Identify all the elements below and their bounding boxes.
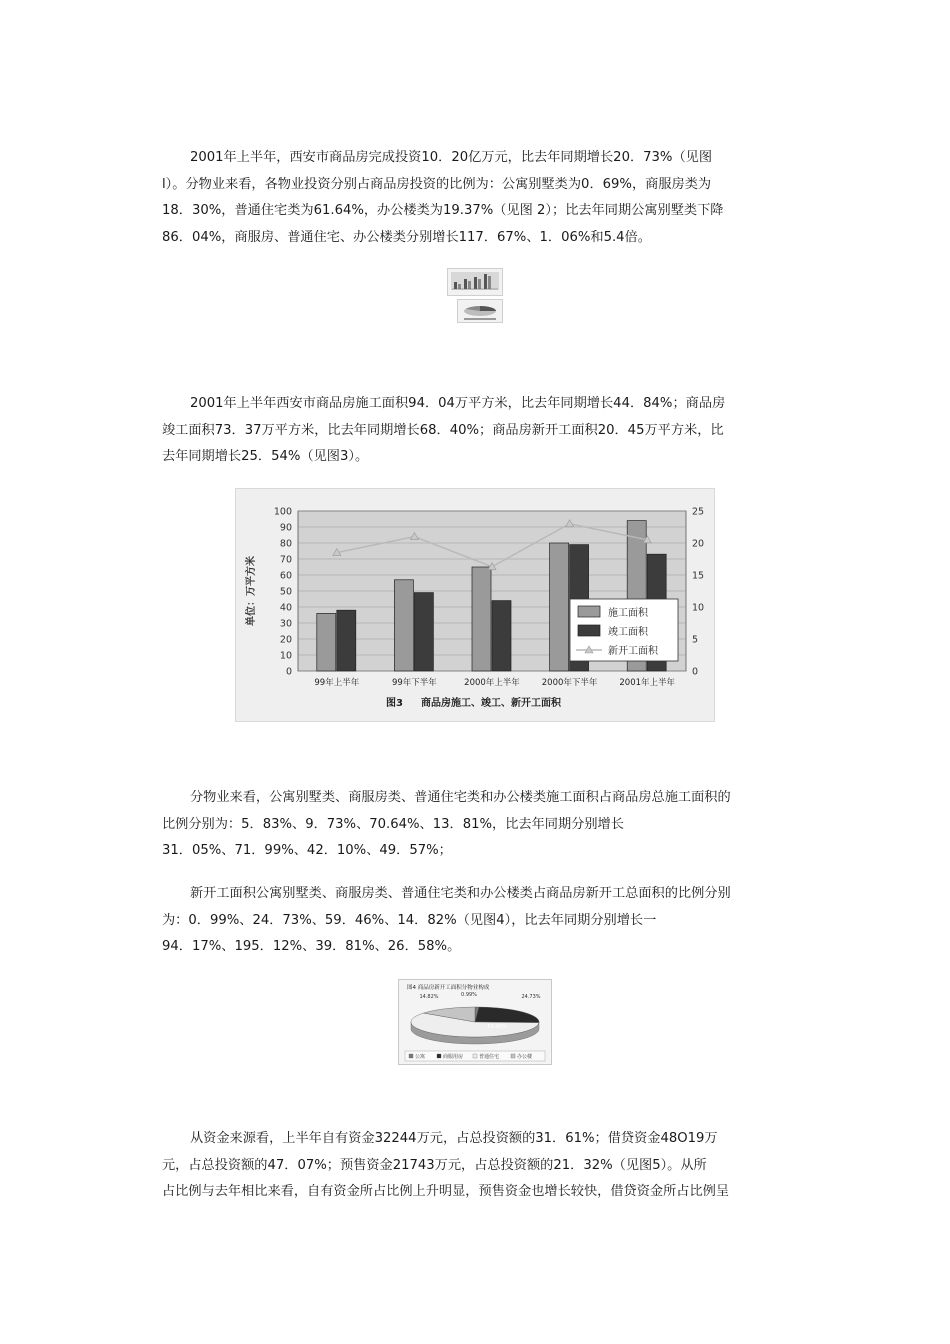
text-line: 为：0．99%、24．73%、59．46%、14．82%（见图4），比去年同期分别增长一 — [162, 912, 657, 928]
y2-tick-label: 10 — [692, 602, 705, 614]
figure-4-svg — [399, 980, 551, 1064]
y-tick-label: 50 — [279, 586, 292, 598]
pie-title: 图4 商品房新开工面积分物业构成 — [407, 985, 490, 991]
figure-label: 图3 — [386, 698, 403, 709]
pie-legend-swatch — [473, 1054, 477, 1058]
bar-construction — [317, 613, 336, 671]
text-line: 新开工面积公寓别墅类、商服房类、普通住宅类和办公楼类占商品房新开工总面积的比例分别 — [190, 886, 731, 901]
pie-value-label: 14.82% — [419, 994, 439, 1000]
x-tick-label: 99年上半年 — [314, 678, 360, 688]
legend-swatch — [578, 606, 600, 617]
y-tick-label: 30 — [279, 618, 292, 630]
paragraph-funding — [162, 1126, 794, 1206]
text-line: 分物业来看，公寓别墅类、商服房类、普通住宅类和办公楼类施工面积占商品房总施工面积的 — [190, 790, 731, 805]
bar-construction — [472, 567, 491, 671]
text-line: 去年同期增长25．54%（见图3）。 — [162, 449, 369, 464]
figure-3-chart — [235, 488, 715, 722]
text-line: 比例分别为：5．83%、9．73%、70.64%、13．81%，比去年同期分别增长 — [162, 816, 624, 832]
figure-1-thumbnail — [447, 268, 503, 296]
text-line: 94．17%、195．12%、39．81%、26．58%。 — [162, 939, 461, 954]
paragraph-construction-share — [162, 785, 794, 865]
y-tick-label: 70 — [279, 554, 292, 566]
legend-swatch — [578, 625, 600, 636]
y-tick-label: 20 — [279, 634, 292, 646]
chart-title: 商品房施工、竣工、新开工面积 — [421, 698, 561, 709]
legend-label: 竣工面积 — [608, 627, 648, 638]
bar-completed — [414, 593, 433, 671]
bar-construction — [550, 543, 569, 671]
y2-tick-label: 15 — [692, 570, 705, 582]
y2-tick-label: 20 — [692, 538, 705, 550]
text-line: 元，占总投资额的47．07%；预售资金21743万元，占总投资额的21．32%（见图5）。从所 — [162, 1157, 707, 1173]
pie-value-label: 24.73% — [521, 994, 541, 1000]
y2-tick-label: 25 — [692, 506, 705, 518]
bar-completed — [492, 601, 511, 671]
text-line: 竣工面积73．37万平方米，比去年同期增长68．40%；商品房新开工面积20．45万平方米，比 — [162, 422, 724, 438]
pie-slice — [475, 1007, 539, 1023]
y-tick-label: 80 — [279, 538, 292, 550]
y-axis-label: 单位：万平方米 — [246, 556, 257, 626]
y-tick-label: 90 — [279, 522, 292, 534]
text-line: 从资金来源看，上半年自有资金32244万元，占总投资额的31．61%；借贷资金48O19万 — [190, 1131, 718, 1146]
x-tick-label: 2001年上半年 — [619, 678, 676, 688]
y-tick-label: 60 — [279, 570, 292, 582]
pie-legend-swatch — [409, 1054, 413, 1058]
x-tick-label: 99年下半年 — [391, 678, 437, 688]
pie-value-label: 0.99% — [461, 992, 477, 998]
y-tick-label: 10 — [279, 650, 292, 662]
text-line: 86．04%，商服房、普通住宅、办公楼类分别增长117．67%、1．06%和5.4倍。 — [162, 229, 651, 245]
figure-4-chart — [398, 979, 552, 1065]
x-tick-label: 2000年下半年 — [541, 678, 598, 688]
text-line: 18．30%，普通住宅类为61.64%，办公楼类为19.37%（见图 2）；比去年同期公寓别墅类下降 — [162, 203, 724, 218]
pie-legend-label: 公寓 — [415, 1054, 426, 1060]
paragraph-new-start-share — [162, 881, 794, 961]
paragraph-investment — [162, 145, 794, 251]
pie-legend-swatch — [511, 1054, 515, 1058]
pie-legend-label: 办公楼 — [517, 1054, 533, 1060]
y-tick-label: 0 — [285, 666, 292, 678]
bar-construction — [394, 580, 413, 671]
x-tick-label: 2000年上半年 — [464, 678, 520, 688]
text-line: 占比例与去年相比来看，自有资金所占比例上升明显，预售资金也增长较快，借贷资金所占比例呈 — [162, 1184, 730, 1199]
y2-tick-label: 5 — [692, 634, 699, 646]
legend-label: 新开工面积 — [608, 646, 658, 657]
text-line: l）。分物业来看，各物业投资分别占商品房投资的比例为：公寓别墅类为0．69%，商服房类为 — [162, 176, 712, 192]
bar-completed — [337, 610, 356, 671]
paragraph-area — [162, 391, 794, 471]
text-line: 2001年上半年西安市商品房施工面积94．04万平方米，比去年同期增长44．84%；商品房 — [190, 396, 726, 411]
pie-legend-label: 普通住宅 — [479, 1054, 500, 1060]
figure-2-thumbnail — [457, 299, 503, 323]
pie-legend-swatch — [437, 1054, 441, 1058]
y-tick-label: 40 — [279, 602, 292, 614]
text-line: 31．05%、71．99%、42．10%、49．57%； — [162, 843, 452, 858]
text-line: 2001年上半年，西安市商品房完成投资10．20亿万元，比去年同期增长20．73%（见图 — [190, 150, 713, 165]
pie-value-label: 59.46% — [487, 1024, 507, 1030]
figure-3-svg — [236, 489, 714, 721]
y2-tick-label: 0 — [692, 666, 699, 678]
legend-label: 施工面积 — [608, 608, 648, 619]
y-tick-label: 100 — [273, 506, 292, 518]
pie-legend-label: 商服用房 — [443, 1054, 464, 1060]
